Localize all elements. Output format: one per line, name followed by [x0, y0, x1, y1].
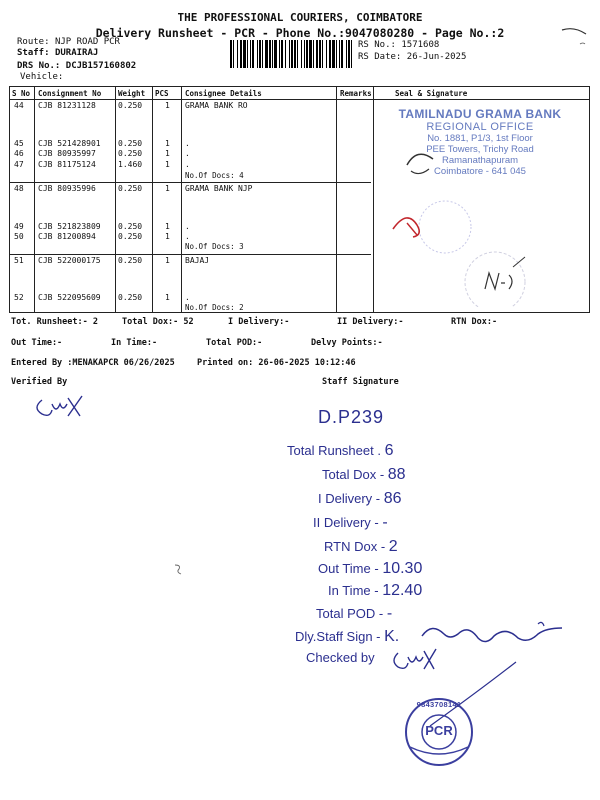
staff-label: Staff: — [17, 48, 50, 58]
hw-label: Out Time — [318, 561, 371, 576]
hw-line: Out Time - 10.30 — [318, 560, 423, 577]
hw-label: Checked by — [306, 650, 375, 665]
hw-label: Total Runsheet — [287, 443, 374, 458]
row-pcs: 1 — [165, 256, 170, 265]
vehicle-label: Vehicle: — [20, 72, 64, 82]
row-weight: 0.250 — [118, 184, 143, 193]
row-pcs: 1 — [165, 222, 170, 231]
group-doc-count: No.Of Docs: 3 — [185, 242, 244, 251]
row-consignment: CJB 81175124 — [38, 160, 96, 169]
drs-line — [17, 61, 136, 71]
group-doc-count: No.Of Docs: 4 — [185, 171, 244, 180]
rs-no-line — [358, 40, 439, 50]
row-sno: 47 — [14, 160, 24, 169]
out-time: Out Time:- — [11, 338, 63, 348]
row-pcs: 1 — [165, 101, 170, 110]
row-sno: 45 — [14, 139, 24, 148]
rtn-dox: RTN Dox:- — [451, 317, 498, 327]
col-header-consignment: Consignment No — [38, 89, 102, 98]
tot-runsheet: Tot. Runsheet:- 2 — [11, 317, 98, 327]
delvy-points: Delvy Points:- — [311, 338, 383, 348]
hw-line: RTN Dox - 2 — [324, 538, 398, 555]
rs-date-value: 26-Jun-2025 — [406, 52, 467, 62]
row-consignee: GRAMA BANK RO — [185, 101, 248, 110]
handwritten-dp: D.P239 — [318, 407, 385, 427]
hw-label: Total POD — [316, 606, 376, 621]
stamp-line: REGIONAL OFFICE — [426, 121, 534, 133]
seal-text: PCR — [425, 723, 453, 738]
row-consignment: CJB 81200894 — [38, 232, 96, 241]
row-pcs: 1 — [165, 149, 170, 158]
row-consignment: CJB 521823809 — [38, 222, 101, 231]
row-sno: 44 — [14, 101, 24, 110]
hw-label: Dly.Staff Sign — [295, 629, 373, 644]
row-consignee: BAJAJ — [185, 256, 210, 265]
drs-label: DRS No.: — [17, 61, 61, 71]
in-time: In Time:- — [111, 338, 158, 348]
row-pcs: 1 — [165, 293, 170, 302]
hw-value: 88 — [387, 466, 406, 483]
runsheet-title: Delivery Runsheet - PCR - Phone No.:9047080280 - Page No.:2 — [95, 26, 505, 40]
row-consignment: CJB 521428901 — [38, 139, 101, 148]
hw-line: Total POD - - — [316, 605, 393, 622]
entered-by: Entered By :MENAKAPCR 06/26/2025 — [11, 358, 175, 368]
row-pcs: 1 — [165, 232, 170, 241]
row-sno: 46 — [14, 149, 24, 158]
route-label: Route: — [17, 37, 50, 47]
row-weight: 1.460 — [118, 160, 143, 169]
hw-label: II Delivery — [313, 515, 371, 530]
hw-value: 86 — [383, 490, 402, 507]
stamp-line: PEE Towers, Trichy Road — [426, 144, 534, 155]
stamp-line: TAMILNADU GRAMA BANK — [398, 107, 562, 121]
hw-value: K. — [384, 628, 400, 645]
row-consignee: . — [185, 149, 190, 158]
hw-line: Dly.Staff Sign - K. — [295, 628, 400, 645]
hw-value: 6 — [384, 442, 394, 459]
hw-value: 12.40 — [382, 582, 423, 599]
hw-line: II Delivery - - — [313, 514, 388, 531]
i-delivery: I Delivery:- — [228, 317, 290, 327]
row-weight: 0.250 — [118, 101, 143, 110]
hw-label: In Time — [328, 583, 371, 598]
total-pod: Total POD:- — [206, 338, 263, 348]
hw-line: In Time - 12.40 — [328, 582, 423, 599]
verified-signature-icon — [32, 392, 96, 422]
row-weight: 0.250 — [118, 232, 143, 241]
consignment-table — [9, 86, 590, 313]
staff-value: DURAIRAJ — [54, 48, 99, 58]
row-sno: 50 — [14, 232, 24, 241]
hw-label: Total Dox — [322, 467, 377, 482]
staff-signature-icon — [420, 618, 565, 648]
col-header-sno: S No — [12, 89, 31, 98]
stamp-line: No. 1881, P1/3, 1st Floor — [427, 133, 533, 144]
row-consignment: CJB 80935997 — [38, 149, 96, 158]
row-weight: 0.250 — [118, 149, 143, 158]
seal-number: 9843708141 — [416, 700, 462, 709]
hw-line: Total Dox - 88 — [322, 466, 406, 483]
rs-date-line — [358, 52, 466, 62]
row-pcs: 1 — [165, 160, 170, 169]
row-consignment: CJB 522095609 — [38, 293, 101, 302]
hw-label: RTN Dox — [324, 539, 378, 554]
group-doc-count: No.Of Docs: 2 — [185, 303, 244, 312]
pcr-seal — [404, 697, 474, 767]
stamp-scribbles-icon — [385, 107, 575, 307]
row-consignee: GRAMA BANK NJP — [185, 184, 253, 193]
stamp-line: Ramanathapuram — [441, 155, 519, 166]
col-header-consignee: Consignee Details — [185, 89, 262, 98]
corner-mark-icon — [560, 22, 590, 52]
staff-signature-label: Staff Signature — [322, 377, 399, 387]
verified-by-label: Verified By — [11, 377, 68, 387]
row-weight: 0.250 — [118, 222, 143, 231]
hw-value: 10.30 — [382, 560, 423, 577]
hw-line: I Delivery - 86 — [318, 490, 402, 507]
route-value: NJP ROAD PCR — [54, 37, 120, 47]
drs-value: DCJB157160802 — [65, 61, 137, 71]
hw-value: 2 — [388, 538, 398, 555]
row-weight: 0.250 — [118, 293, 143, 302]
rs-no-value: 1571608 — [401, 40, 440, 50]
row-weight: 0.250 — [118, 139, 143, 148]
row-consignee: . — [185, 160, 190, 169]
company-name: THE PROFESSIONAL COURIERS, COIMBATORE — [177, 11, 423, 24]
hw-label: I Delivery — [318, 491, 373, 506]
stamp-line: Coimbatore - 641 045 — [434, 166, 526, 177]
barcode-image — [230, 40, 352, 68]
row-pcs: 1 — [165, 184, 170, 193]
col-header-seal: Seal & Signature — [395, 89, 468, 98]
printed-on: Printed on: 26-06-2025 10:12:46 — [197, 358, 356, 368]
route-line — [17, 37, 120, 47]
col-header-weight: Weight — [118, 89, 146, 98]
col-header-pcs: PCS — [155, 89, 169, 98]
hw-line: Total Runsheet . 6 — [287, 442, 394, 459]
small-mark-icon — [172, 562, 184, 576]
hw-value: - — [386, 605, 393, 622]
rs-date-label: RS Date: — [358, 52, 402, 62]
row-pcs: 1 — [165, 139, 170, 148]
row-sno: 48 — [14, 184, 24, 193]
total-dox: Total Dox:- 52 — [122, 317, 194, 327]
rs-no-label: RS No.: — [358, 40, 396, 50]
hw-line — [306, 650, 375, 665]
row-weight: 0.250 — [118, 256, 143, 265]
row-consignment: CJB 81231128 — [38, 101, 96, 110]
hw-value: - — [382, 514, 388, 531]
ii-delivery: II Delivery:- — [337, 317, 404, 327]
row-consignee: . — [185, 232, 190, 241]
row-consignment: CJB 522000175 — [38, 256, 101, 265]
row-sno: 52 — [14, 293, 24, 302]
row-consignee: . — [185, 222, 190, 231]
col-header-remarks: Remarks — [340, 89, 372, 98]
row-sno: 51 — [14, 256, 24, 265]
row-consignee: . — [185, 139, 190, 148]
row-sno: 49 — [14, 222, 24, 231]
staff-line — [17, 48, 98, 58]
row-consignee: . — [185, 293, 190, 302]
row-consignment: CJB 80935996 — [38, 184, 96, 193]
